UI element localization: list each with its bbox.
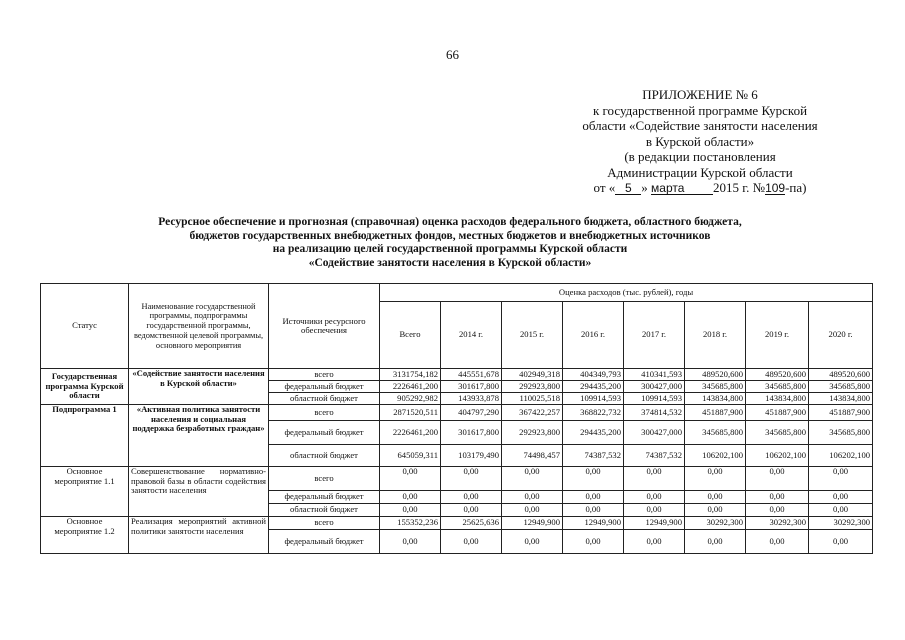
row-value: 0,00 xyxy=(563,530,624,554)
row-value: 368822,732 xyxy=(563,405,624,421)
row-value: 0,00 xyxy=(563,491,624,504)
row-source: всего xyxy=(269,467,380,491)
header-year: 2020 г. xyxy=(809,302,873,369)
date-prefix: от « xyxy=(593,180,616,195)
row-value: 110025,518 xyxy=(502,393,563,405)
header-total: Всего xyxy=(380,302,441,369)
row-value: 106202,100 xyxy=(746,445,809,467)
decree-number: 109 xyxy=(765,181,786,195)
row-value: 0,00 xyxy=(746,467,809,491)
row-value: 25625,636 xyxy=(441,517,502,530)
row-value: 0,00 xyxy=(809,530,873,554)
header-name: Наименование государственной программы, подпрограммы государственной программы, ведомственной целевой программы, основного мероприятия xyxy=(129,284,269,369)
row-value: 294435,200 xyxy=(563,421,624,445)
appendix-block xyxy=(520,87,880,196)
row-value: 12949,900 xyxy=(624,517,685,530)
row-value: 30292,300 xyxy=(685,517,746,530)
row-value: 0,00 xyxy=(624,467,685,491)
row-value: 645059,311 xyxy=(380,445,441,467)
row-value: 0,00 xyxy=(685,504,746,517)
row-value: 0,00 xyxy=(624,530,685,554)
header-year: 2018 г. xyxy=(685,302,746,369)
row-value: 345685,800 xyxy=(685,421,746,445)
header-year: 2016 г. xyxy=(563,302,624,369)
row-value: 0,00 xyxy=(380,504,441,517)
row-value: 30292,300 xyxy=(809,517,873,530)
appendix-line-5: Администрации Курской области xyxy=(607,164,793,180)
row-value: 0,00 xyxy=(809,491,873,504)
row-value: 345685,800 xyxy=(746,421,809,445)
row-value: 0,00 xyxy=(746,491,809,504)
row-source: федеральный бюджет xyxy=(269,530,380,554)
row-value: 489520,600 xyxy=(685,369,746,381)
row-source: всего xyxy=(269,369,380,381)
row-value: 143834,800 xyxy=(809,393,873,405)
row-value: 0,00 xyxy=(685,530,746,554)
row-value: 345685,800 xyxy=(746,381,809,393)
row-value: 0,00 xyxy=(441,504,502,517)
title-line-3: на реализацию целей государственной программы Курской области xyxy=(272,243,628,255)
row-source: областной бюджет xyxy=(269,445,380,467)
row-source: всего xyxy=(269,405,380,421)
title-line-4: «Содействие занятости населения в Курской области» xyxy=(308,256,592,269)
row-value: 143834,800 xyxy=(746,393,809,405)
row-value: 345685,800 xyxy=(809,421,873,445)
document-title xyxy=(60,216,840,270)
row-value: 292923,800 xyxy=(502,421,563,445)
table-row xyxy=(41,517,873,530)
date-day: 5 xyxy=(615,182,641,195)
row-value: 292923,800 xyxy=(502,381,563,393)
row-value: 143834,800 xyxy=(685,393,746,405)
row-status: Подпрограмма 1 xyxy=(41,405,129,467)
table-row xyxy=(41,467,873,491)
header-status: Статус xyxy=(41,284,129,369)
date-month: марта xyxy=(651,182,713,195)
row-status: Основное мероприятие 1.2 xyxy=(41,517,129,554)
row-value: 0,00 xyxy=(441,491,502,504)
row-name: «Активная политика занятости населения и социальная поддержка безработных граждан» xyxy=(129,405,269,467)
row-value: 3131754,182 xyxy=(380,369,441,381)
title-line-2: бюджетов государственных внебюджетных фондов, местных бюджетов и внебюджетных источников xyxy=(189,229,711,242)
date-suffix: -па) xyxy=(785,180,807,195)
row-value: 155352,236 xyxy=(380,517,441,530)
row-value: 294435,200 xyxy=(563,381,624,393)
row-source: федеральный бюджет xyxy=(269,421,380,445)
row-value: 0,00 xyxy=(746,530,809,554)
table-row xyxy=(41,369,873,381)
row-value: 374814,532 xyxy=(624,405,685,421)
appendix-date-line xyxy=(520,180,880,196)
row-value: 12949,900 xyxy=(563,517,624,530)
row-value: 0,00 xyxy=(441,530,502,554)
table-row xyxy=(41,405,873,421)
row-value: 0,00 xyxy=(685,491,746,504)
row-value: 0,00 xyxy=(380,530,441,554)
row-source: федеральный бюджет xyxy=(269,491,380,504)
header-source: Источники ресурсного обеспечения xyxy=(269,284,380,369)
row-value: 0,00 xyxy=(563,504,624,517)
row-value: 0,00 xyxy=(441,467,502,491)
row-source: областной бюджет xyxy=(269,393,380,405)
row-value: 402949,318 xyxy=(502,369,563,381)
row-value: 489520,600 xyxy=(746,369,809,381)
header-year: 2014 г. xyxy=(441,302,502,369)
row-status: Основное мероприятие 1.1 xyxy=(41,467,129,517)
row-value: 301617,800 xyxy=(441,381,502,393)
row-value: 74498,457 xyxy=(502,445,563,467)
row-value: 143933,878 xyxy=(441,393,502,405)
row-value: 0,00 xyxy=(809,504,873,517)
row-value: 12949,900 xyxy=(502,517,563,530)
row-value: 2226461,200 xyxy=(380,421,441,445)
row-value: 0,00 xyxy=(502,491,563,504)
row-value: 0,00 xyxy=(746,504,809,517)
row-value: 2226461,200 xyxy=(380,381,441,393)
row-value: 74387,532 xyxy=(563,445,624,467)
row-value: 30292,300 xyxy=(746,517,809,530)
title-line-1: Ресурсное обеспечение и прогнозная (справочная) оценка расходов федерального бюджета, областного бюджета, xyxy=(158,216,742,228)
row-value: 0,00 xyxy=(380,467,441,491)
header-year: 2017 г. xyxy=(624,302,685,369)
row-source: федеральный бюджет xyxy=(269,381,380,393)
row-value: 404797,290 xyxy=(441,405,502,421)
row-name: «Содействие занятости населения в Курской области» xyxy=(129,369,269,405)
row-value: 404349,793 xyxy=(563,369,624,381)
row-value: 103179,490 xyxy=(441,445,502,467)
header-year: 2019 г. xyxy=(746,302,809,369)
row-value: 0,00 xyxy=(502,530,563,554)
row-value: 301617,800 xyxy=(441,421,502,445)
appendix-line-4: (в редакции постановления xyxy=(624,149,776,164)
row-value: 0,00 xyxy=(380,491,441,504)
row-value: 106202,100 xyxy=(685,445,746,467)
row-name: Реализация мероприятий активной политики занятости населения xyxy=(129,517,269,554)
row-value: 0,00 xyxy=(685,467,746,491)
page-number: 66 xyxy=(446,47,459,62)
appendix-line-3: в Курской области» xyxy=(645,133,755,149)
row-value: 345685,800 xyxy=(685,381,746,393)
header-year: 2015 г. xyxy=(502,302,563,369)
row-value: 109914,593 xyxy=(624,393,685,405)
row-value: 0,00 xyxy=(563,467,624,491)
row-value: 410341,593 xyxy=(624,369,685,381)
resource-table xyxy=(40,283,873,554)
row-value: 451887,900 xyxy=(685,405,746,421)
row-name: Совершенствование нормативно-правовой базы в области содействия занятости населения xyxy=(129,467,269,517)
row-source: областной бюджет xyxy=(269,504,380,517)
appendix-line-1: к государственной программе Курской xyxy=(592,102,808,118)
row-value: 0,00 xyxy=(624,504,685,517)
row-value: 345685,800 xyxy=(809,381,873,393)
row-source: всего xyxy=(269,517,380,530)
row-value: 451887,900 xyxy=(809,405,873,421)
appendix-title: ПРИЛОЖЕНИЕ № 6 xyxy=(642,87,758,102)
row-value: 0,00 xyxy=(502,504,563,517)
row-value: 445551,678 xyxy=(441,369,502,381)
row-value: 74387,532 xyxy=(624,445,685,467)
row-value: 367422,257 xyxy=(502,405,563,421)
row-value: 0,00 xyxy=(624,491,685,504)
appendix-line-2: области «Содействие занятости населения xyxy=(582,118,818,133)
row-value: 0,00 xyxy=(809,467,873,491)
date-mid: » xyxy=(641,180,652,195)
row-value: 300427,000 xyxy=(624,421,685,445)
row-status: Государственная программа Курской области xyxy=(41,369,129,405)
date-year: 2015 г. № xyxy=(713,180,766,195)
row-value: 0,00 xyxy=(502,467,563,491)
row-value: 2871520,511 xyxy=(380,405,441,421)
row-value: 489520,600 xyxy=(809,369,873,381)
row-value: 106202,100 xyxy=(809,445,873,467)
row-value: 905292,982 xyxy=(380,393,441,405)
header-estimate: Оценка расходов (тыс. рублей), годы xyxy=(380,284,873,302)
row-value: 300427,000 xyxy=(624,381,685,393)
row-value: 109914,593 xyxy=(563,393,624,405)
row-value: 451887,900 xyxy=(746,405,809,421)
